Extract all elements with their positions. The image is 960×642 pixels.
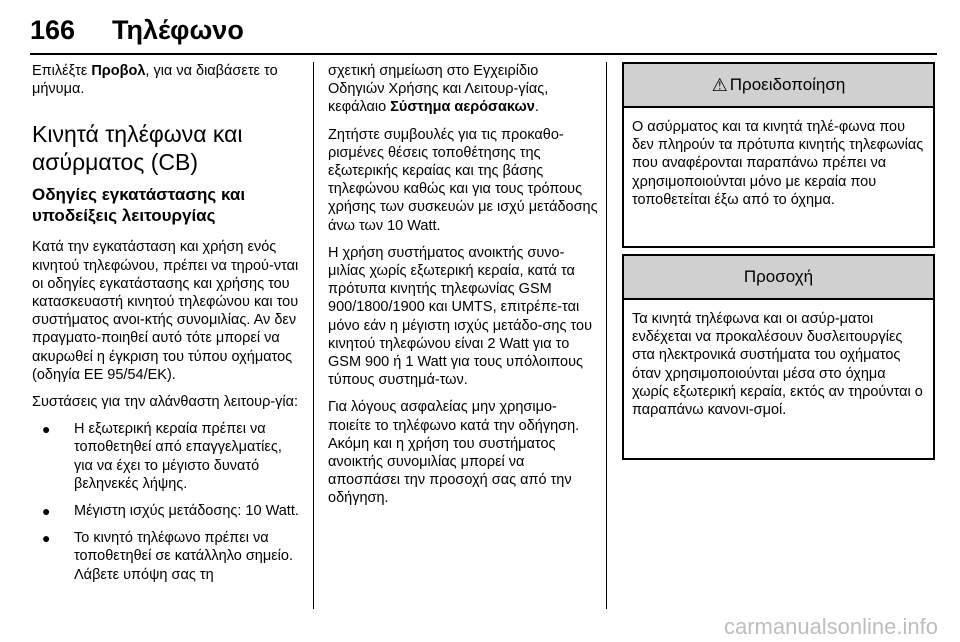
page-header bbox=[30, 15, 244, 46]
bullet-icon: ● bbox=[42, 503, 51, 520]
recommendations-list bbox=[32, 420, 300, 584]
intro-text-end: , για να διαβάσετε το μήνυμα. bbox=[32, 63, 278, 98]
bullet-icon: ● bbox=[42, 421, 51, 438]
subsection-heading: Οδηγίες εγκατάστασης και υποδείξεις λειτουργίας bbox=[32, 185, 246, 226]
intro-bold-term: Προβολ bbox=[91, 63, 146, 79]
antenna-advice-paragraph: Ζητήστε συμβουλές για τις προκαθο-ρισμένες θέσεις τοποθέτησης της εξωτερικής κεραίας και της βάσης τηλεφώνου καθώς και για τους τρόπους χρήσης των συσκευών με ισχύ μετάδοσης άνω των 10 Watt. bbox=[328, 126, 598, 234]
column-divider bbox=[606, 62, 607, 609]
list-item bbox=[32, 502, 300, 520]
chapter-title: Τηλέφωνο bbox=[112, 15, 244, 45]
caution-body: Τα κινητά τηλέφωνα και οι ασύρ-ματοι ενδέχεται να προκαλέσουν δυσλειτουργίες στα ηλεκτρονικά συστήματα του οχήματος όταν χρησιμοποιούνται μέσα στο όχημα χωρίς εξωτερική κεραία, εκτός αν τηρούνται ο παραπάνω κανονι-σμοί. bbox=[632, 311, 923, 419]
bullet-icon: ● bbox=[42, 530, 51, 547]
warning-triangle-icon: ⚠ bbox=[711, 74, 728, 95]
section-heading: Κινητά τηλέφωνα και ασύρματος (CB) bbox=[32, 121, 243, 176]
airbag-note-text: σχετική σημείωση στο Εγχειρίδιο Οδηγιών Χρήσης και Λειτουρ-γίας, κεφάλαιο bbox=[328, 63, 549, 116]
list-item bbox=[32, 420, 300, 493]
safety-paragraph: Για λόγους ασφαλείας μην χρησιμο-ποιείτε το τηλέφωνο κατά την οδήγηση. Ακόμη και η χρήση του συστήματος ανοικτής συνομιλίας μπορεί να αποσπάσει την προσοχή σας από την οδήγηση. bbox=[328, 399, 580, 507]
watermark: carmanualsonline.info bbox=[723, 614, 938, 639]
recommendations-paragraph: Συστάσεις για την αλάνθαστη λειτουρ-γία: bbox=[32, 394, 299, 411]
airbag-note-end: . bbox=[534, 99, 539, 116]
list-item-text: Μέγιστη ισχύς μετάδοσης: 10 Watt. bbox=[74, 503, 299, 520]
list-item bbox=[32, 529, 300, 584]
caution-header bbox=[624, 256, 933, 300]
caution-box bbox=[622, 254, 935, 460]
handsfree-paragraph: Η χρήση συστήματος ανοικτής συνο-μιλίας χωρίς εξωτερική κεραία, κατά τα πρότυπα κινητής τηλεφωνίας GSM 900/1800/1900 και UMTS, επιτρέπε-ται μόνο εάν η μέγιστη ισχύς μετάδο-σης του κινητού τηλεφώνου είναι 2 Watt για το GSM 900 ή 1 Watt για τους υπόλοιπους τύπους συστημά-των. bbox=[328, 244, 593, 389]
column-middle bbox=[328, 62, 598, 517]
airbag-chapter-term: Σύστημα αερόσακων bbox=[390, 99, 535, 116]
warning-box bbox=[622, 62, 935, 248]
intro-text: Επιλέξτε bbox=[32, 63, 92, 79]
airbag-note-paragraph bbox=[328, 62, 598, 117]
list-item-text: Το κινητό τηλέφωνο πρέπει να τοποθετηθεί σε κατάλληλο σημείο. Λάβετε υπόψη σας τη bbox=[74, 530, 293, 583]
warning-body: Ο ασύρματος και τα κινητά τηλέ-φωνα που δεν πληρούν τα πρότυπα κινητής τηλεφωνίας που αναφέρονται παραπάνω πρέπει να χρησιμοποιούνται μόνο με κεραία που τοποθετείται έξω από το όχημα. bbox=[632, 119, 924, 208]
intro-paragraph bbox=[32, 62, 300, 98]
caution-title: Προσοχή bbox=[743, 267, 814, 286]
header-rule bbox=[30, 53, 937, 55]
installation-paragraph: Κατά την εγκατάσταση και χρήση ενός κινητού τηλεφώνου, πρέπει να τηρού-νται οι οδηγίες εγκατάστασης και χρήσης του κατασκευαστή κινητού τηλεφώνου και του συστήματος ανοι-κτής συνομιλίας. Αν δεν πραγματο-ποιηθεί αυτό τότε μπορεί να ακυρωθεί η έγκριση του τύπου οχήματος (οδηγία ΕΕ 95/54/ΕΚ). bbox=[32, 239, 299, 383]
page-number: 166 bbox=[30, 15, 76, 45]
column-divider bbox=[313, 62, 314, 609]
column-left bbox=[32, 62, 300, 593]
warning-title: Προειδοποίηση bbox=[729, 75, 846, 94]
warning-header bbox=[624, 64, 933, 108]
list-item-text: Η εξωτερική κεραία πρέπει να τοποθετηθεί από επαγγελματίες, για να έχει το μέγιστο δυνατό βεληνεκές λήψης. bbox=[74, 421, 282, 492]
